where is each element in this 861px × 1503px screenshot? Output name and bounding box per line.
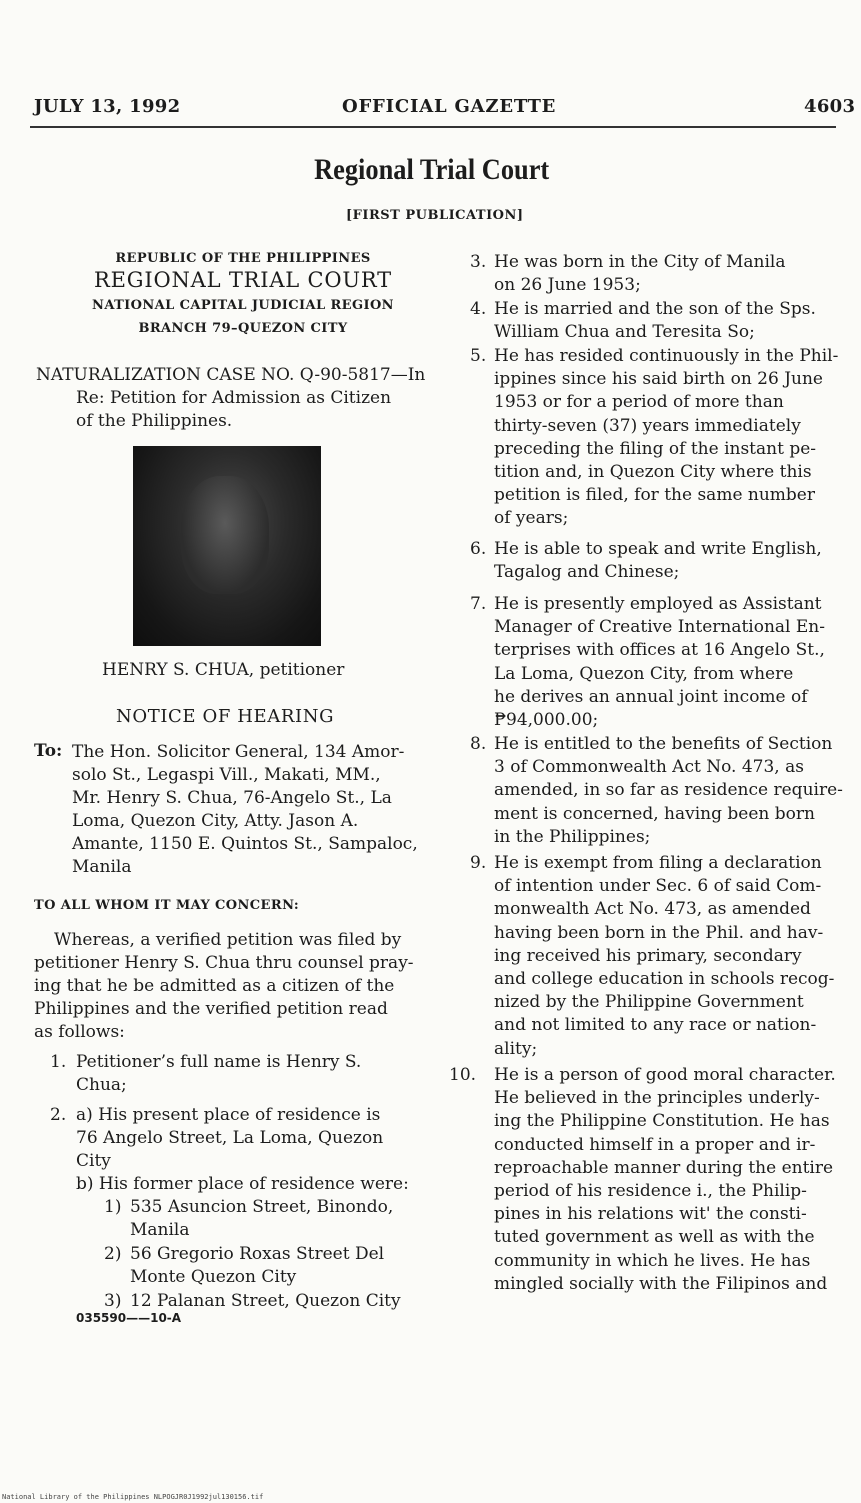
republic-line: REPUBLIC OF THE PHILIPPINES (115, 251, 371, 266)
right-item-line: Manager of Creative International En- (494, 617, 825, 638)
notice-title: NOTICE OF HEARING (116, 706, 335, 727)
right-item-line: ippines since his said birth on 26 June (494, 369, 823, 390)
residence-number: 1) (104, 1197, 122, 1217)
right-item-number: 4. (470, 299, 487, 319)
right-item-line: ality; (494, 1038, 538, 1059)
right-item-line: ing the Philippine Constitution. He has (494, 1111, 830, 1132)
branch-line: BRANCH 79–QUEZON CITY (138, 321, 348, 336)
right-item-line: and not limited to any race or nation- (494, 1015, 817, 1036)
right-item-line: reproachable manner during the entire (494, 1157, 834, 1178)
to-line: Loma, Quezon City, Atty. Jason A. (72, 811, 359, 831)
residence-line: 535 Asuncion Street, Binondo, (130, 1197, 394, 1217)
right-item-line: of years; (494, 508, 569, 529)
right-item-line: he derives an annual joint income of (494, 686, 808, 707)
item-number: 1. (50, 1052, 67, 1072)
scan-footer: National Library of the Philippines NLPOGJR0J1992jul130156.tif (2, 1493, 264, 1501)
to-line: Mr. Henry S. Chua, 76-Angelo St., La (72, 788, 392, 808)
whereas-line: Whereas, a verified petition was filed by (54, 930, 402, 950)
residence-line: Manila (130, 1220, 190, 1240)
residence-line: 12 Palanan Street, Quezon City (130, 1291, 401, 1311)
right-item-line: He has resided continuously in the Phil- (494, 346, 839, 366)
right-item-line: He is able to speak and write English, (494, 539, 822, 559)
petitioner-photo (133, 446, 321, 646)
to-line: Amante, 1150 E. Quintos St., Sampaloc, (72, 834, 418, 854)
right-item-number: 9. (470, 853, 487, 873)
case-line-1: NATURALIZATION CASE NO. Q-90-5817—In (36, 365, 426, 385)
right-item-line: ing received his primary, secondary (494, 945, 802, 966)
right-item-line: ₱94,000.00; (494, 710, 599, 730)
right-item-number: 10. (449, 1065, 477, 1085)
to-line: The Hon. Solicitor General, 134 Amor- (72, 742, 405, 762)
whereas-line: Philippines and the verified petition read (34, 999, 388, 1019)
right-item-line: of intention under Sec. 6 of said Com- (494, 876, 822, 897)
item-number: 2. (50, 1105, 67, 1125)
case-line-2: Re: Petition for Admission as Citizen (76, 388, 392, 408)
region-line: NATIONAL CAPITAL JUDICIAL REGION (92, 298, 394, 313)
right-item-number: 5. (470, 346, 487, 366)
right-item-line: La Loma, Quezon City, from where (494, 663, 794, 684)
right-item-line: monwealth Act No. 473, as amended (494, 899, 811, 920)
to-line: Manila (72, 857, 132, 877)
right-item-line: amended, in so far as residence require- (494, 780, 843, 801)
residence-number: 2) (104, 1244, 122, 1264)
whereas-line: ing that he be admitted as a citizen of the (34, 976, 395, 996)
right-item-line: and college education in schools recog- (494, 969, 835, 989)
right-item-line: tition and, in Quezon City where this (494, 462, 812, 482)
right-item-line: community in which he lives. He has (494, 1250, 811, 1271)
right-item-number: 3. (470, 252, 487, 272)
item-line: Petitioner’s full name is Henry S. (76, 1052, 362, 1072)
right-item-line: mingled socially with the Filipinos and (494, 1273, 828, 1294)
right-item-line: tuted government as well as with the (494, 1227, 815, 1248)
case-line-3: of the Philippines. (76, 411, 233, 431)
right-item-line: William Chua and Teresita So; (494, 322, 755, 343)
right-item-line: in the Philippines; (494, 826, 651, 847)
right-item-line: on 26 June 1953; (494, 275, 641, 296)
right-item-line: period of his residence i., the Philip- (494, 1181, 807, 1201)
item-line: b) His former place of residence were: (76, 1174, 409, 1194)
right-item-line: He is married and the son of the Sps. (494, 299, 816, 319)
concern-heading: TO ALL WHOM IT MAY CONCERN: (34, 898, 300, 913)
right-item-number: 8. (470, 734, 487, 754)
right-item-line: He is a person of good moral character. (494, 1065, 836, 1085)
right-item-line: He was born in the City of Manila (494, 252, 786, 272)
photo-caption: HENRY S. CHUA, petitioner (102, 660, 345, 680)
print-code: 035590——10-A (76, 1311, 182, 1325)
right-item-number: 6. (470, 539, 487, 559)
residence-number: 3) (104, 1291, 122, 1311)
residence-line: Monte Quezon City (130, 1267, 297, 1287)
right-item-line: ment is concerned, having been born (494, 803, 815, 824)
right-item-line: He is exempt from filing a declaration (494, 853, 822, 873)
header-title: OFFICIAL GAZETTE (342, 96, 557, 117)
right-item-line: pines in his relations wit' the consti- (494, 1204, 807, 1225)
item-line: City (76, 1151, 111, 1171)
right-item-line: He is presently employed as Assistant (494, 594, 822, 614)
right-item-line: having been born in the Phil. and hav- (494, 922, 824, 943)
court-name: REGIONAL TRIAL COURT (94, 268, 392, 292)
right-item-line: terprises with offices at 16 Angelo St., (494, 640, 825, 661)
whereas-line: petitioner Henry S. Chua thru counsel pray- (34, 953, 414, 973)
item-line: Chua; (76, 1075, 127, 1095)
page-number: 4603 (804, 96, 856, 117)
section-title: Regional Trial Court (314, 153, 550, 186)
to-label: To: (34, 741, 63, 761)
right-item-line: He is entitled to the benefits of Section (494, 734, 833, 754)
right-item-line: petition is filed, for the same number (494, 485, 815, 506)
item-line: 76 Angelo Street, La Loma, Quezon (76, 1128, 384, 1148)
right-item-line: Tagalog and Chinese; (494, 562, 680, 583)
right-item-line: 1953 or for a period of more than (494, 392, 784, 413)
header-date: JULY 13, 1992 (34, 96, 181, 117)
publication-label: [FIRST PUBLICATION] (346, 208, 524, 223)
right-item-line: thirty-seven (37) years immediately (494, 415, 801, 436)
whereas-line: as follows: (34, 1022, 125, 1042)
residence-line: 56 Gregorio Roxas Street Del (130, 1244, 385, 1264)
item-line: a) His present place of residence is (76, 1105, 381, 1125)
right-item-number: 7. (470, 594, 487, 614)
right-item-line: nized by the Philippine Government (494, 992, 804, 1013)
header-rule (30, 126, 836, 128)
right-item-line: conducted himself in a proper and ir- (494, 1134, 816, 1155)
right-item-line: He believed in the principles underly- (494, 1088, 820, 1109)
to-line: solo St., Legaspi Vill., Makati, MM., (72, 765, 381, 785)
right-item-line: 3 of Commonwealth Act No. 473, as (494, 757, 804, 778)
right-item-line: preceding the filing of the instant pe- (494, 438, 817, 459)
